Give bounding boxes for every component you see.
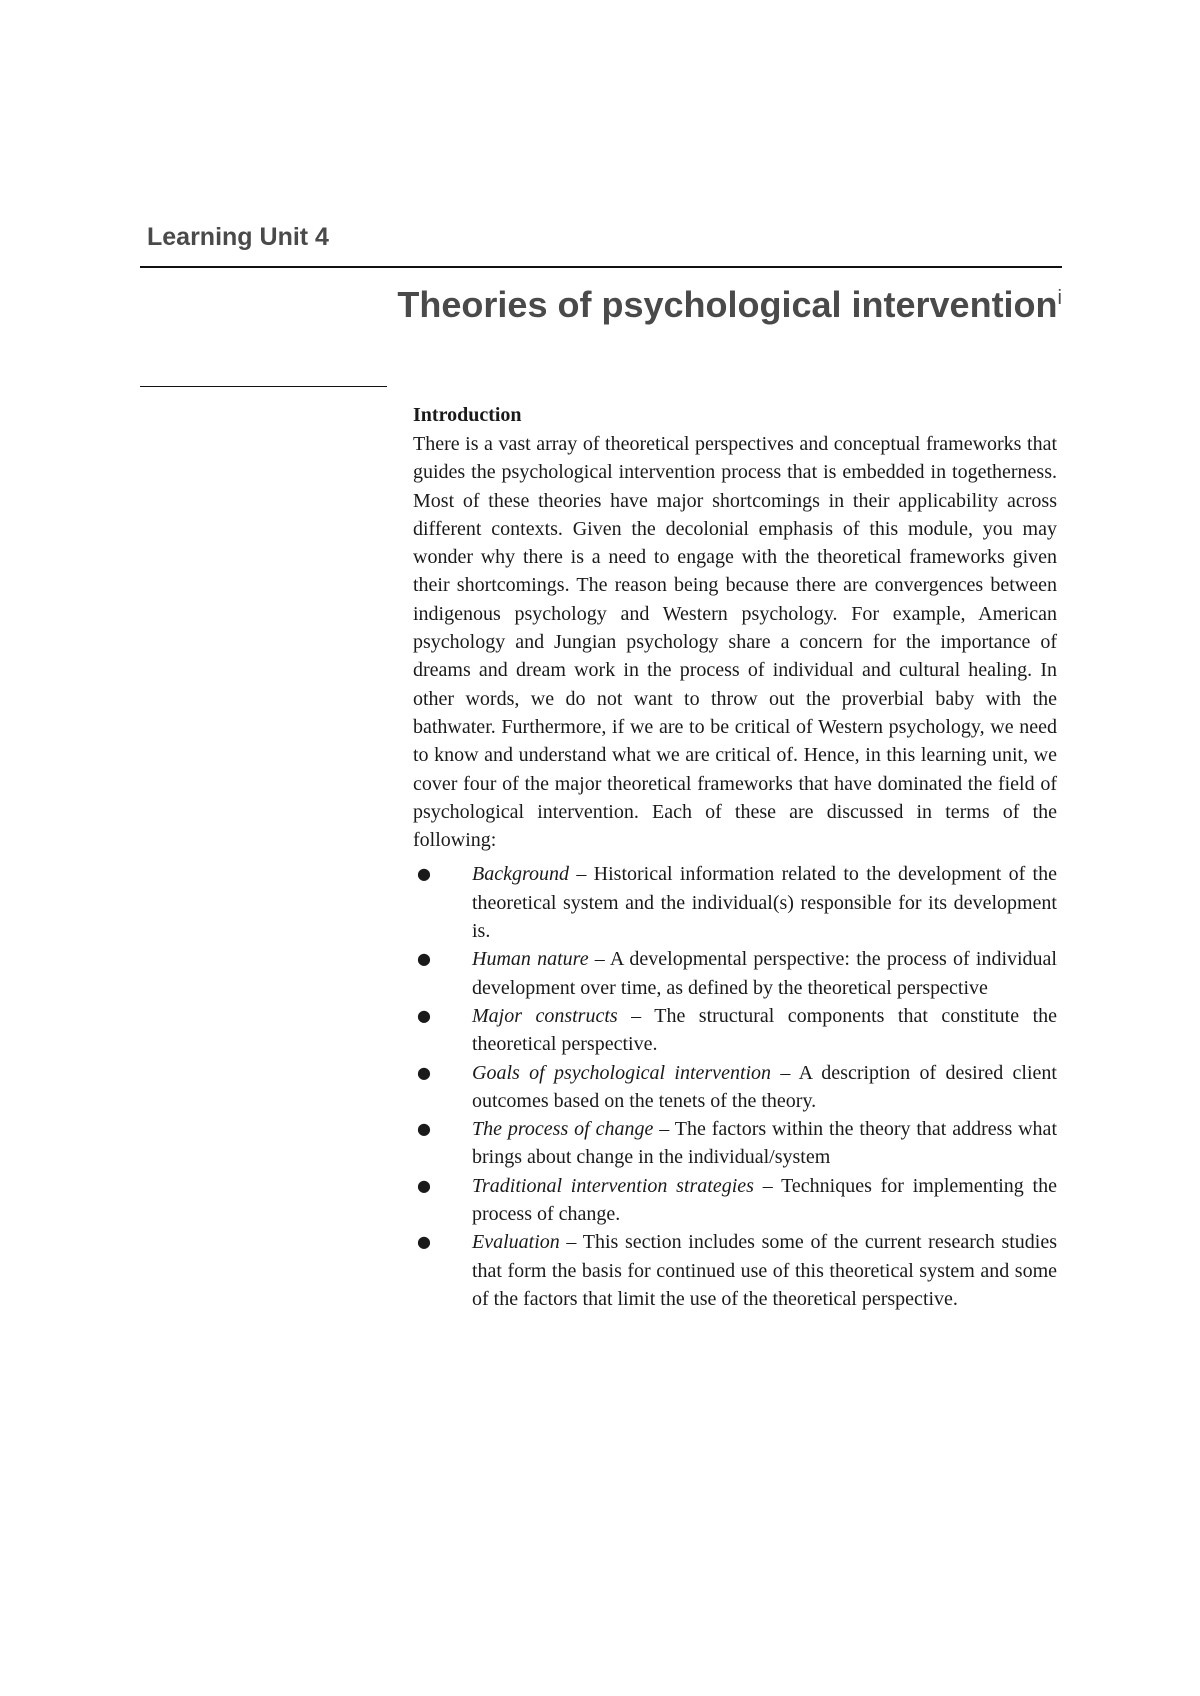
bullet-icon: ●	[417, 1232, 431, 1252]
bullet-icon: ●	[417, 864, 431, 884]
list-item-text: – The structural components that constitute the theoretical perspective.	[472, 1004, 1057, 1056]
page-title	[397, 283, 1062, 327]
main-content	[413, 400, 1057, 1313]
page-title-text: Theories of psychological intervention	[397, 284, 1058, 325]
list-item-text: – Historical information related to the development of the theoretical system and the individual(s) responsible for its development is.	[472, 863, 1057, 943]
list-item	[413, 1059, 1057, 1116]
list-item-term: Human nature	[472, 948, 589, 971]
list-item	[413, 1172, 1057, 1229]
unit-label: Learning Unit 4	[147, 223, 329, 251]
list-item-term: Goals of psychological intervention	[472, 1061, 772, 1084]
header-divider	[140, 266, 1062, 268]
title-endnote-marker: i	[1057, 287, 1062, 309]
list-item	[413, 1115, 1057, 1172]
bullet-icon: ●	[417, 949, 431, 969]
list-item	[413, 1002, 1057, 1059]
list-item	[413, 1228, 1057, 1313]
bullet-icon: ●	[417, 1119, 431, 1139]
list-item-text: – Techniques for implementing the process of change.	[472, 1174, 1057, 1226]
list-item-text: – A developmental perspective: the process of individual development over time, as defined by the theoretical perspective	[472, 948, 1057, 999]
list-item-text: – A description of desired client outcomes based on the tenets of the theory.	[472, 1061, 1057, 1112]
list-item-term: Traditional intervention strategies	[472, 1174, 754, 1197]
section-divider	[140, 386, 387, 387]
bullet-icon: ●	[417, 1005, 431, 1025]
list-item	[413, 945, 1057, 1002]
bullet-icon: ●	[417, 1175, 431, 1195]
list-item-term: Evaluation	[472, 1231, 560, 1254]
list-item-text: – The factors within the theory that address what brings about change in the individual/system	[472, 1118, 1057, 1169]
intro-paragraph: There is a vast array of theoretical perspectives and conceptual frameworks that guides the psychological intervention process that is embedded in togetherness. Most of these theories have major shortcomings in their applicability across different contexts. Given the decolonial emphasis of this module, you may wonder why there is a need to engage with the theoretical frameworks given their shortcomings. The reason being because there are convergences between indigenous psychology and Western psychology. For example, American psychology and Jungian psychology share a concern for the importance of dreams and dream work in the process of individual and cultural healing. In other words, we do not want to throw out the proverbial baby with the bathwater. Furthermore, if we are to be critical of Western psychology, we need to know and understand what we are critical of. Hence, in this learning unit, we cover four of the major theoretical frameworks that have dominated the field of psychological intervention. Each of these are discussed in terms of the following:	[413, 433, 1057, 852]
list-item-term: Major constructs	[472, 1004, 618, 1027]
list-item-term: Background	[472, 863, 570, 886]
list-item-text: – This section includes some of the current research studies that form the basis for continued use of this theoretical system and some of the factors that limit the use of the theoretical perspective.	[472, 1231, 1057, 1310]
bullet-icon: ●	[417, 1062, 431, 1082]
list-item-term: The process of change	[472, 1118, 654, 1141]
topic-list	[413, 860, 1057, 1313]
section-heading: Introduction	[413, 404, 522, 426]
list-item	[413, 860, 1057, 945]
